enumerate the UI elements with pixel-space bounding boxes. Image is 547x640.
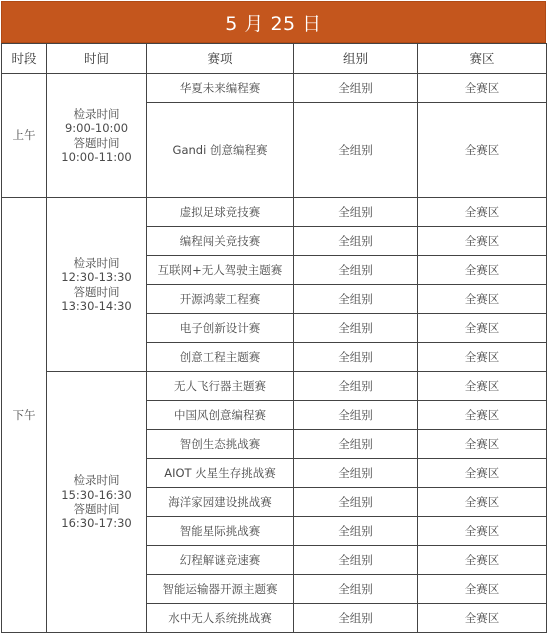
area-cell: 全赛区	[418, 285, 547, 314]
time-line: 10:00-11:00	[61, 149, 132, 164]
time-morning	[47, 74, 147, 198]
time-line: 9:00-10:00	[64, 121, 129, 136]
header-time: 时间	[47, 44, 147, 74]
time-afternoon-1	[47, 198, 147, 372]
header-area: 赛区	[418, 44, 547, 74]
area-cell: 全赛区	[418, 227, 547, 256]
segment-afternoon: 下午	[2, 198, 47, 633]
table-row	[2, 198, 547, 227]
area-cell: 全赛区	[418, 74, 547, 103]
group-cell: 全组别	[294, 459, 418, 488]
time-line: 13:30-14:30	[61, 298, 132, 313]
event-cell: 无人飞行器主题赛	[147, 372, 294, 401]
event-cell: 电子创新设计赛	[147, 314, 294, 343]
segment-morning: 上午	[2, 74, 47, 198]
area-cell: 全赛区	[418, 401, 547, 430]
header-event: 赛项	[147, 44, 294, 74]
group-cell: 全组别	[294, 372, 418, 401]
event-cell: 水中无人系统挑战赛	[147, 604, 294, 633]
event-cell: 虚拟足球竞技赛	[147, 198, 294, 227]
area-cell: 全赛区	[418, 256, 547, 285]
event-cell: 智能星际挑战赛	[147, 517, 294, 546]
group-cell: 全组别	[294, 74, 418, 103]
time-afternoon-2	[47, 372, 147, 633]
group-cell: 全组别	[294, 343, 418, 372]
event-cell: 幻程解谜竞速赛	[147, 546, 294, 575]
time-line: 检录时间	[73, 106, 120, 121]
group-cell: 全组别	[294, 488, 418, 517]
group-cell: 全组别	[294, 546, 418, 575]
area-cell: 全赛区	[418, 372, 547, 401]
group-cell: 全组别	[294, 227, 418, 256]
event-cell: 互联网+无人驾驶主题赛	[147, 256, 294, 285]
event-cell: 创意工程主题赛	[147, 343, 294, 372]
group-cell: 全组别	[294, 430, 418, 459]
area-cell: 全赛区	[418, 604, 547, 633]
area-cell: 全赛区	[418, 546, 547, 575]
time-line: 检录时间	[73, 255, 120, 270]
group-cell: 全组别	[294, 103, 418, 198]
event-cell: 开源鸿蒙工程赛	[147, 285, 294, 314]
time-line: 16:30-17:30	[61, 516, 132, 531]
event-cell: AIOT 火星生存挑战赛	[147, 459, 294, 488]
group-cell: 全组别	[294, 401, 418, 430]
group-cell: 全组别	[294, 575, 418, 604]
event-cell: 编程闯关竞技赛	[147, 227, 294, 256]
area-cell: 全赛区	[418, 517, 547, 546]
event-cell: Gandi 创意编程赛	[147, 103, 294, 198]
time-line: 答题时间	[73, 502, 120, 516]
time-line: 答题时间	[73, 135, 120, 150]
time-line: 12:30-13:30	[61, 270, 132, 285]
area-cell: 全赛区	[418, 459, 547, 488]
header-segment: 时段	[2, 44, 47, 74]
date-title: 5 月 25 日	[1, 1, 546, 43]
group-cell: 全组别	[294, 604, 418, 633]
group-cell: 全组别	[294, 256, 418, 285]
time-line: 答题时间	[73, 284, 120, 299]
group-cell: 全组别	[294, 198, 418, 227]
area-cell: 全赛区	[418, 314, 547, 343]
area-cell: 全赛区	[418, 198, 547, 227]
header-group: 组别	[294, 44, 418, 74]
area-cell: 全赛区	[418, 343, 547, 372]
area-cell: 全赛区	[418, 575, 547, 604]
time-line: 检录时间	[73, 473, 120, 488]
event-cell: 智创生态挑战赛	[147, 430, 294, 459]
table-row	[2, 372, 547, 401]
schedule-table	[1, 43, 547, 633]
area-cell: 全赛区	[418, 103, 547, 198]
event-cell: 海洋家园建设挑战赛	[147, 488, 294, 517]
event-cell: 华夏未来编程赛	[147, 74, 294, 103]
area-cell: 全赛区	[418, 488, 547, 517]
event-cell: 中国风创意编程赛	[147, 401, 294, 430]
event-cell: 智能运输器开源主题赛	[147, 575, 294, 604]
area-cell: 全赛区	[418, 430, 547, 459]
group-cell: 全组别	[294, 285, 418, 314]
table-row	[2, 74, 547, 103]
group-cell: 全组别	[294, 314, 418, 343]
group-cell: 全组别	[294, 517, 418, 546]
header-row	[2, 44, 547, 74]
time-line: 15:30-16:30	[61, 487, 132, 502]
